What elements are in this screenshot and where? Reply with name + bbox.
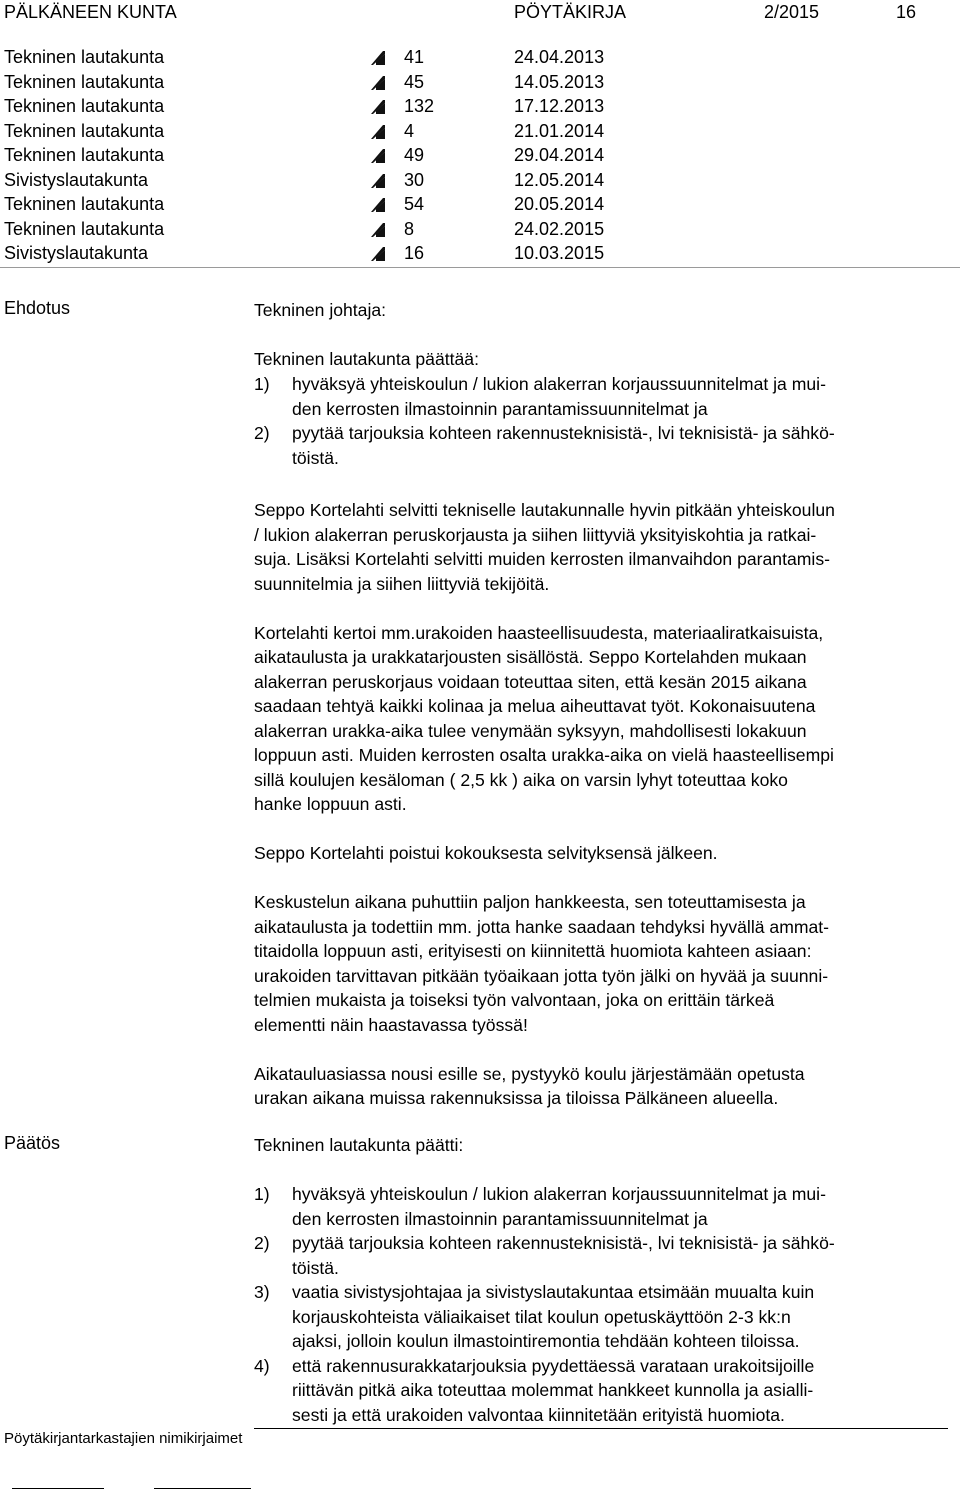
reference-paragraph: 30: [404, 169, 425, 190]
reference-body: Sivistyslautakunta: [4, 169, 149, 190]
item-number: 1): [254, 374, 270, 394]
page-header: [4, 2, 960, 26]
proposal-intro: Tekninen lautakunta päättää:: [254, 349, 479, 369]
reference-date: 29.04.2014: [514, 145, 605, 165]
paragraph-line: titaidolla loppuun asti, erityisesti on kiinnitettä huomiota kahteen asiaan:: [254, 941, 812, 961]
section-sign-icon: [368, 220, 388, 240]
page-number: 16: [896, 2, 917, 22]
paragraph-line: sillä koulujen kesäloman ( 2,5 kk ) aika on varsin lyhyt toteuttaa koko: [254, 769, 788, 790]
decision-intro: Tekninen lautakunta päätti:: [254, 1135, 464, 1155]
paragraph-line: Seppo Kortelahti poistui kokouksesta selvityksensä jälkeen.: [254, 843, 718, 863]
item-text-line: töistä.: [292, 447, 339, 468]
paragraph-line: Seppo Kortelahti selvitti tekniselle lautakunnalle hyvin pitkään yhteiskoulun: [254, 500, 835, 520]
list-item: [254, 421, 954, 470]
item-number: 2): [254, 423, 270, 443]
reference-row: [4, 192, 944, 216]
footer-divider: [254, 1428, 948, 1429]
reference-body: Tekninen lautakunta: [4, 218, 165, 239]
item-text-line: pyytää tarjouksia kohteen rakennusteknisistä-, lvi teknisistä- ja sähkö-: [292, 1233, 835, 1253]
paragraph-line: urakoiden tarvittavan pitkään työaikaan jotta työn jälki on hyvää ja suunni-: [254, 965, 829, 986]
municipality-name: PÄLKÄNEEN KUNTA: [4, 2, 177, 22]
document-type: PÖYTÄKIRJA: [514, 2, 627, 22]
body-paragraph: [254, 890, 954, 1037]
reference-body: Tekninen lautakunta: [4, 194, 165, 214]
list-item: [254, 372, 954, 421]
paragraph-line: / lukion alakerran peruskorjausta ja siihen liittyviä yksityiskohtia ja ratkai-: [254, 524, 817, 545]
reference-date: 24.04.2013: [514, 47, 605, 67]
item-text-line: den kerrosten ilmastoinnin parantamissuunnitelmat ja: [292, 398, 708, 419]
signature-label: Pöytäkirjantarkastajien nimikirjaimet: [4, 1430, 243, 1447]
item-text-line: pyytää tarjouksia kohteen rakennusteknisistä-, lvi teknisistä- ja sähkö-: [292, 423, 835, 443]
body-paragraph: [254, 1062, 954, 1111]
list-item: [254, 1182, 954, 1231]
reference-row: [4, 119, 944, 143]
list-item: [254, 1354, 954, 1428]
item-text-line: riittävän pitkä aika toteuttaa molemmat hankkeet kunnolla ja asialli-: [292, 1380, 814, 1400]
reference-row: [4, 45, 944, 69]
item-text-line: töistä.: [292, 1257, 339, 1278]
paragraph-line: saadaan tehtyä kaikki kolinaa ja melua aiheuttavat työt. Kokonaisuutena: [254, 696, 816, 716]
paragraph-line: Kortelahti kertoi mm.urakoiden haasteellisuudesta, materiaaliratkaisuista,: [254, 622, 824, 643]
section-sign-icon: [368, 146, 388, 166]
section-sign-icon: [368, 97, 388, 117]
reference-row: [4, 143, 944, 167]
reference-paragraph: 132: [404, 96, 435, 116]
list-item: [254, 1280, 954, 1354]
paragraph-line: Keskustelun aikana puhuttiin paljon hankkeesta, sen toteuttamisesta ja: [254, 892, 806, 912]
reference-date: 21.01.2014: [514, 120, 605, 141]
divider: [0, 267, 960, 268]
reference-paragraph: 8: [404, 218, 415, 239]
item-text-line: vaatia sivistysjohtajaa ja sivistyslautakuntaa etsimään muualta kuin: [292, 1282, 815, 1302]
paragraph-line: alakerran urakka-aika tulee venymään syksyyn, mahdollisesti lokakuun: [254, 720, 807, 741]
paragraph-line: telmien mukaista ja toiseksi työn valvontaan, joka on erittäin tärkeä: [254, 990, 775, 1010]
list-item: [254, 1231, 954, 1280]
decision-items: [254, 1182, 954, 1427]
item-number: 4): [254, 1355, 270, 1376]
body-paragraph: [254, 498, 954, 596]
paragraph-line: hanke loppuun asti.: [254, 794, 407, 814]
proposal-body: [254, 498, 954, 1135]
reference-paragraph: 16: [404, 243, 425, 263]
paragraph-line: alakerran peruskorjaus voidaan toteuttaa siten, että kesän 2015 aikana: [254, 671, 807, 692]
reference-body: Tekninen lautakunta: [4, 96, 165, 116]
proposal-label: Ehdotus: [4, 298, 71, 318]
paragraph-line: suunnitelmia ja siihen liittyviä tekijöitä.: [254, 573, 550, 594]
paragraph-line: aikataulusta ja todettiin mm. jotta hanke saadaan tehdyksi hyvällä ammat-: [254, 916, 830, 937]
paragraph-line: aikataulusta ja urakkatarjousten sisällöstä. Seppo Kortelahden mukaan: [254, 647, 807, 667]
reference-paragraph: 4: [404, 120, 415, 141]
paragraph-line: elementti näin haastavassa työssä!: [254, 1014, 528, 1035]
reference-paragraph: 54: [404, 194, 425, 214]
item-text-line: den kerrosten ilmastoinnin parantamissuunnitelmat ja: [292, 1208, 708, 1229]
reference-paragraph: 41: [404, 47, 425, 67]
reference-date: 17.12.2013: [514, 96, 605, 116]
decision-label: Päätös: [4, 1133, 61, 1153]
section-sign-icon: [368, 73, 388, 93]
item-text-line: hyväksyä yhteiskoulun / lukion alakerran korjaussuunnitelmat ja mui-: [292, 374, 826, 394]
reference-paragraph: 49: [404, 145, 425, 165]
reference-row: [4, 168, 944, 192]
item-text-line: ajaksi, jolloin koulun ilmastointiremontia tehdään kohteen tiloissa.: [292, 1331, 800, 1351]
reference-body: Tekninen lautakunta: [4, 120, 165, 141]
reference-row: [4, 70, 944, 94]
body-paragraph: [254, 841, 954, 866]
reference-paragraph: 45: [404, 71, 425, 92]
document-number: 2/2015: [764, 2, 820, 22]
paragraph-line: urakan aikana muissa rakennuksissa ja tiloissa Pälkäneen alueella.: [254, 1088, 779, 1108]
reference-body: Tekninen lautakunta: [4, 145, 165, 165]
signature-line: [12, 1488, 104, 1489]
proposal-presenter: Tekninen johtaja:: [254, 300, 387, 320]
section-sign-icon: [368, 171, 388, 191]
item-text-line: sesti ja että urakoiden valvontaa kiinnitetään erityistä huomiota.: [292, 1404, 785, 1425]
item-text-line: että rakennusurakkatarjouksia pyydettäessä varataan urakoitsijoille: [292, 1355, 815, 1376]
body-paragraph: [254, 621, 954, 817]
item-number: 3): [254, 1282, 270, 1302]
reference-date: 20.05.2014: [514, 194, 605, 214]
reference-row: [4, 94, 944, 118]
reference-body: Tekninen lautakunta: [4, 71, 165, 92]
reference-row: [4, 241, 944, 265]
reference-date: 24.02.2015: [514, 218, 605, 239]
section-sign-icon: [368, 48, 388, 68]
proposal-items: [254, 372, 954, 470]
paragraph-line: suja. Lisäksi Kortelahti selvitti muiden kerrosten ilmanvaihdon parantamis-: [254, 549, 830, 569]
item-number: 1): [254, 1184, 270, 1204]
reference-date: 14.05.2013: [514, 71, 605, 92]
reference-body: Tekninen lautakunta: [4, 47, 165, 67]
section-sign-icon: [368, 244, 388, 264]
item-number: 2): [254, 1233, 270, 1253]
section-sign-icon: [368, 195, 388, 215]
paragraph-line: loppuun asti. Muiden kerrosten osalta urakka-aika on vielä haasteellisempi: [254, 745, 834, 765]
reference-date: 10.03.2015: [514, 243, 605, 263]
reference-date: 12.05.2014: [514, 169, 605, 190]
reference-body: Sivistyslautakunta: [4, 243, 149, 263]
item-text-line: korjauskohteista väliaikaiset tilat koulun opetuskäyttöön 2-3 kk:n: [292, 1306, 791, 1327]
section-sign-icon: [368, 122, 388, 142]
signature-line: [154, 1488, 251, 1489]
item-text-line: hyväksyä yhteiskoulun / lukion alakerran korjaussuunnitelmat ja mui-: [292, 1184, 826, 1204]
paragraph-line: Aikatauluasiassa nousi esille se, pystyykö koulu järjestämään opetusta: [254, 1063, 805, 1084]
reference-row: [4, 217, 944, 241]
